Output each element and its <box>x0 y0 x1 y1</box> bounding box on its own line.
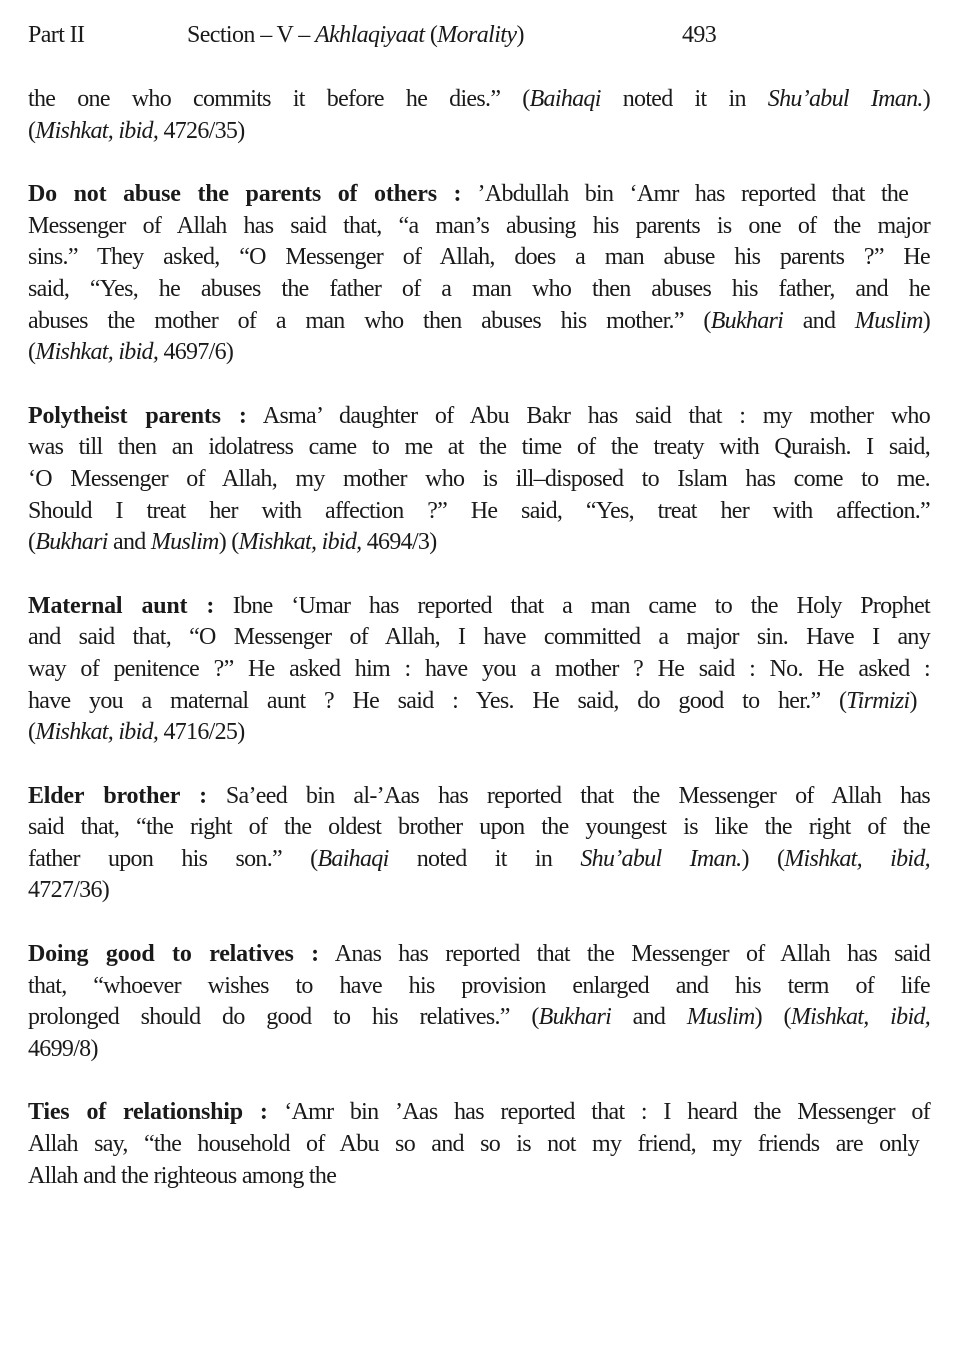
paragraph-ties-of-relationship <box>28 1097 930 1192</box>
text-line <box>28 527 930 559</box>
citation-italic: Bukhari <box>710 307 784 334</box>
text-line <box>28 875 930 907</box>
paragraph-gap <box>28 1065 930 1097</box>
text-run: abuses the mother of a man who then abuses his mother.” ( <box>28 307 711 334</box>
section-heading: Maternal aunt : <box>28 592 215 619</box>
text-line <box>28 844 930 876</box>
text-line <box>28 179 930 211</box>
citation-italic: Bukhari <box>35 529 108 556</box>
text-run: ( <box>28 339 36 366</box>
text-run: 4727/36) <box>28 877 110 904</box>
paragraph-do-not-abuse-parents <box>28 179 930 369</box>
text-run: 4726/35) <box>158 117 245 144</box>
text-run: and <box>107 529 151 556</box>
text-line <box>28 401 930 433</box>
text-line <box>28 496 930 528</box>
text-run: ‘O Messenger of Allah, my mother who is ill–disposed to Islam has come to me. <box>28 465 930 492</box>
section-heading: Doing good to relatives : <box>28 941 319 968</box>
text-run: Messenger of Allah has said that, “a man’s abusing his parents is one of the major <box>28 212 930 239</box>
page-number: 493 <box>682 22 717 48</box>
paragraph-gap <box>28 369 930 401</box>
text-run: and said that, “O Messenger of Allah, I have committed a major sin. Have I any <box>28 624 930 651</box>
text-run: ) <box>909 687 917 714</box>
text-run: Asma’ daughter of Abu Bakr has said that : my mother who <box>246 402 930 429</box>
text-line <box>28 211 930 243</box>
text-line <box>28 274 930 306</box>
header-part: Part II <box>28 22 85 48</box>
paragraph-gap <box>28 749 930 781</box>
section-heading: Ties of relationship : <box>28 1099 268 1126</box>
text-line <box>28 337 930 369</box>
text-run: said, “Yes, he abuses the father of a man who then abuses his father, and he <box>28 275 930 302</box>
paragraph-gap <box>28 147 930 179</box>
section-heading: Polytheist parents : <box>28 402 247 429</box>
text-run: 4694/3) <box>361 529 437 556</box>
text-line <box>28 812 930 844</box>
paragraph-gap <box>28 559 930 591</box>
text-line <box>28 1097 930 1129</box>
text-run: Allah and the righteous among the <box>28 1162 337 1189</box>
text-line <box>28 686 930 718</box>
text-run: Should I treat her with affection ?” He said, “Yes, treat her with affection.” <box>28 497 930 524</box>
text-run: said that, “the right of the oldest brother upon the youngest is like the right of the <box>28 814 930 841</box>
text-run: the one who commits it before he dies.” ( <box>28 86 530 112</box>
text-run: ’Abdullah bin ‘Amr has reported that the <box>461 181 909 208</box>
text-run: ( <box>28 719 36 746</box>
text-line <box>28 717 930 749</box>
text-run: 4697/6) <box>158 339 234 366</box>
text-line <box>28 464 930 496</box>
text-run: ‘Amr bin ’Aas has reported that : I heard the Messenger of <box>267 1099 930 1126</box>
text-line <box>28 1034 930 1066</box>
text-run: ) <box>922 307 931 334</box>
text-run: ) ( <box>218 529 239 556</box>
text-line <box>28 1129 930 1161</box>
header-paren-open: ( <box>424 22 438 48</box>
text-line <box>28 1161 930 1193</box>
text-run: way of penitence ?” He asked him : have you a mother ? He said : No. He asked : <box>28 655 930 682</box>
text-line <box>28 1002 930 1034</box>
text-run: was till then an idolatress came to me at the time of the treaty with Quraish. I said, <box>28 434 930 461</box>
citation-italic: Mishkat, ibid, <box>35 719 159 746</box>
text-run: Allah say, “the household of Abu so and so is not my friend, my friends are only <box>28 1131 920 1158</box>
paragraph-doing-good-to-relatives <box>28 939 930 1065</box>
header-section-prefix: Section – V – <box>187 22 316 48</box>
header-section-title: Akhlaqiyaat <box>315 22 425 48</box>
text-run: that, “whoever wishes to have his provision enlarged and his term of life <box>28 972 930 999</box>
text-line <box>28 306 930 338</box>
text-run: Sa’eed bin al-’Aas has reported that the Messenger of Allah has <box>206 782 930 809</box>
text-run: ) ( <box>754 1004 791 1031</box>
text-line <box>28 622 930 654</box>
text-run: and <box>611 1004 687 1031</box>
citation-italic: Mishkat, ibid, <box>238 529 362 556</box>
text-run: 4716/25) <box>158 719 245 746</box>
citation-italic: Baihaqi <box>317 845 389 872</box>
citation-italic: Mishkat, ibid, <box>790 1004 931 1031</box>
text-run: Anas has reported that the Messenger of Allah has said <box>318 941 930 968</box>
text-line <box>28 939 930 971</box>
text-run: noted it in <box>600 86 768 112</box>
text-run: sins.” They asked, “O Messenger of Allah, does a man abuse his parents ?” He <box>28 244 930 271</box>
citation-italic: Mishkat, ibid, <box>35 117 159 144</box>
text-run: ( <box>28 117 36 144</box>
text-run: Ibne ‘Umar has reported that a man came to the Holy Prophet <box>214 592 930 619</box>
citation-italic: Bukhari <box>538 1004 612 1031</box>
text-run: prolonged should do good to his relatives.” ( <box>28 1004 539 1031</box>
text-run: ) <box>922 86 930 112</box>
paragraph-continuation <box>28 84 930 147</box>
text-line <box>28 781 930 813</box>
text-line <box>28 432 930 464</box>
citation-italic: Baihaqi <box>529 86 601 112</box>
paragraph-gap <box>28 907 930 939</box>
text-run: 4699/8) <box>28 1035 98 1062</box>
section-heading: Elder brother : <box>28 782 207 809</box>
text-line <box>28 116 930 148</box>
citation-italic: Shu’abul Iman. <box>767 86 923 112</box>
text-line <box>28 84 930 116</box>
text-run: and <box>783 307 855 334</box>
text-line <box>28 971 930 1003</box>
citation-italic: Mishkat, ibid, <box>35 339 159 366</box>
text-run: ) ( <box>741 845 785 872</box>
running-header <box>28 22 928 52</box>
paragraph-maternal-aunt <box>28 591 930 749</box>
citation-italic: Muslim <box>150 529 219 556</box>
citation-italic: Muslim <box>854 307 923 334</box>
text-run: ( <box>28 529 36 556</box>
header-paren-close: ) <box>516 22 524 48</box>
text-run: have you a maternal aunt ? He said : Yes. He said, do good to her.” ( <box>28 687 847 714</box>
text-run: noted it in <box>388 845 581 872</box>
citation-italic: Mishkat, ibid, <box>784 845 930 872</box>
paragraph-elder-brother <box>28 781 930 907</box>
citation-italic: Tirmizi <box>846 687 910 714</box>
text-line <box>28 591 930 623</box>
citation-italic: Shu’abul Iman. <box>580 845 742 872</box>
text-line <box>28 242 930 274</box>
citation-italic: Muslim <box>686 1004 755 1031</box>
header-section <box>187 22 524 49</box>
paragraph-polytheist-parents <box>28 401 930 559</box>
text-line <box>28 654 930 686</box>
header-section-subtitle: Morality <box>437 22 517 48</box>
section-heading: Do not abuse the parents of others : <box>28 181 462 208</box>
text-run: father upon his son.” ( <box>28 845 318 872</box>
page-body <box>28 84 930 1192</box>
